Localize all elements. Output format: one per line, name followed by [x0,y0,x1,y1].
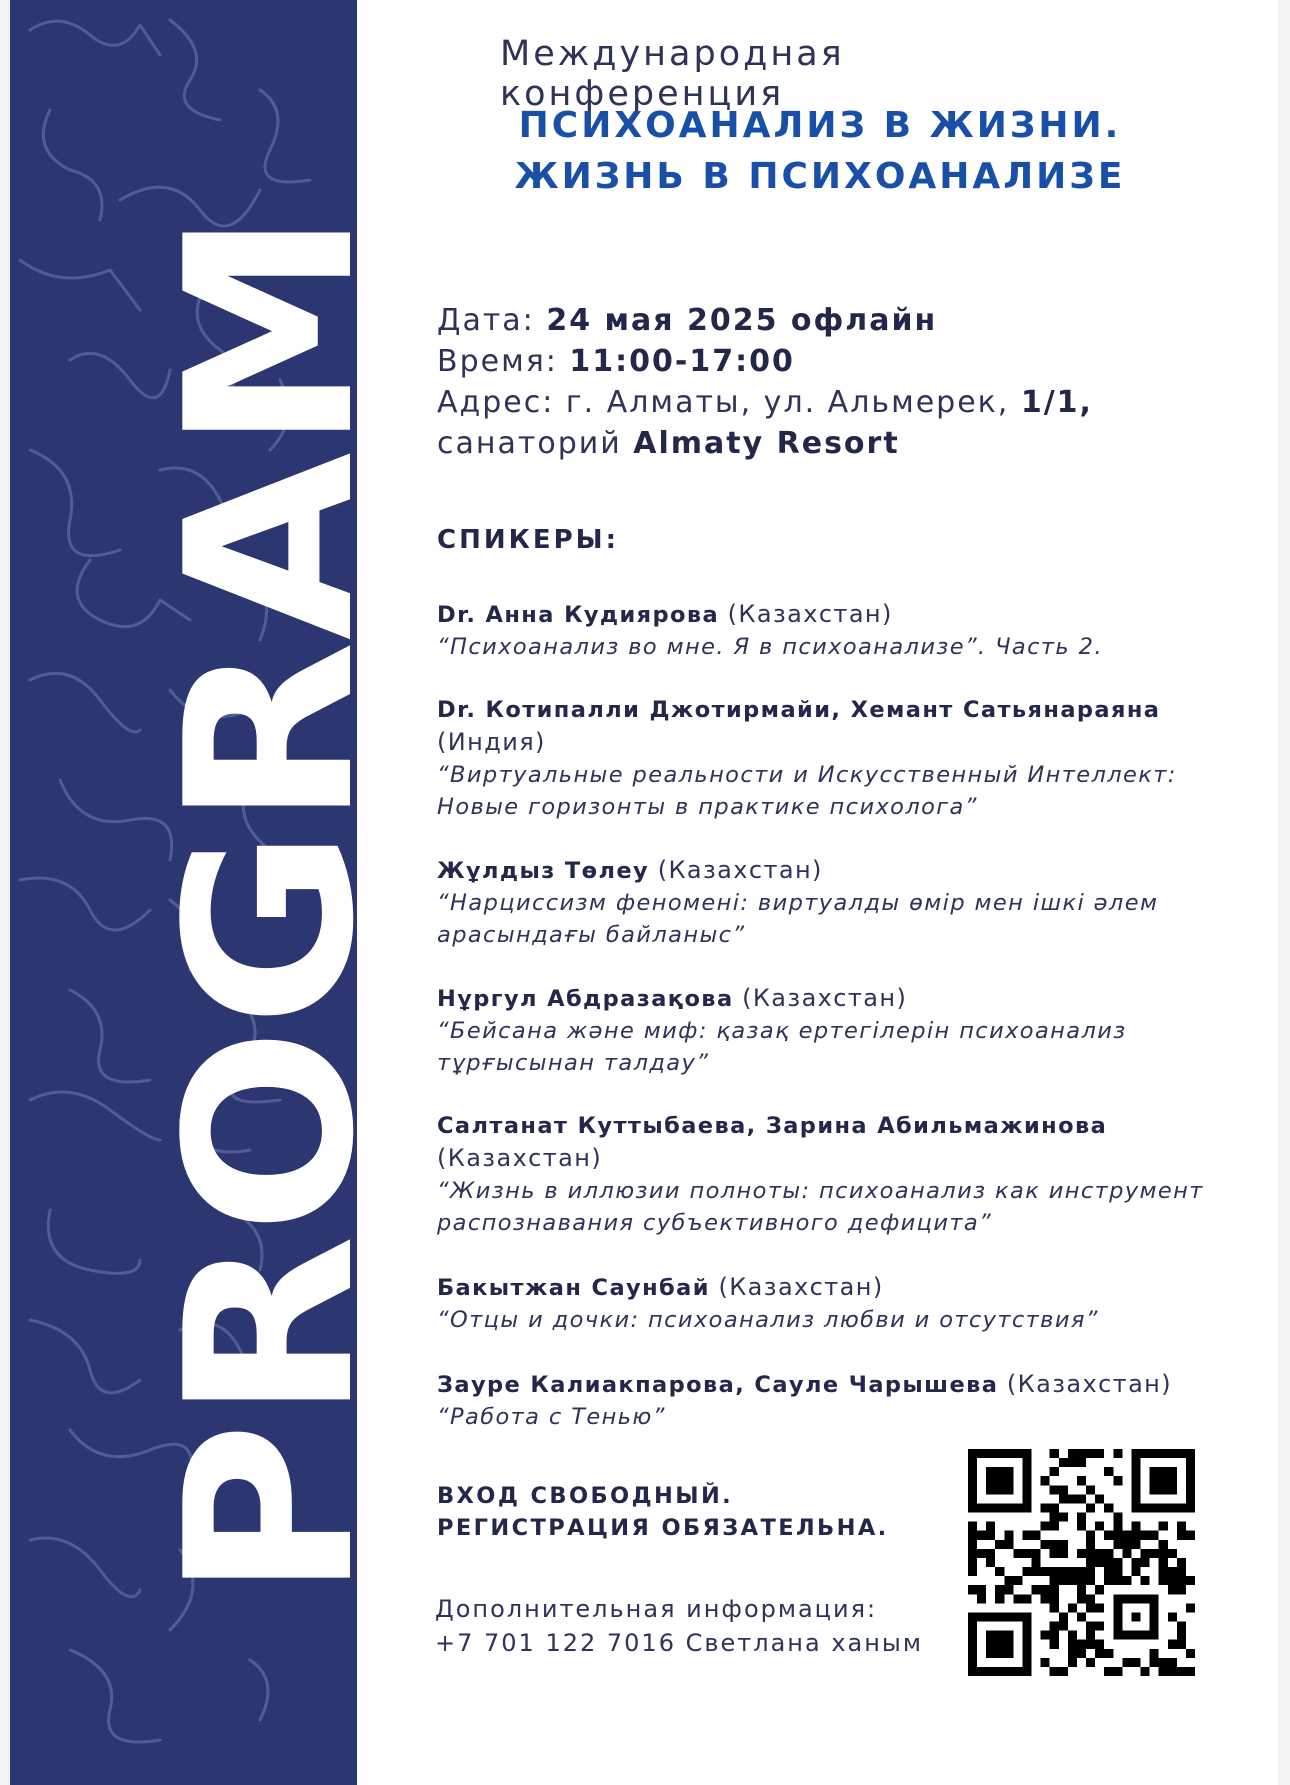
speakers-heading: СПИКЕРЫ: [437,525,620,555]
title-line-1: ПСИХОАНАЛИЗ В ЖИЗНИ. [518,105,1122,146]
event-info [437,300,1093,464]
program-vertical-word [10,0,405,1785]
contact-person: Светлана ханым [685,1629,923,1657]
speaker-country: (Казахстан) [1006,1370,1173,1398]
speaker-topic: “Работа с Тенью” [437,1404,666,1430]
contact-label: Дополнительная информация: [435,1595,878,1623]
conference-label: Международная конференция [500,34,845,114]
entry-notice [437,1480,889,1544]
title-line-2: ЖИЗНЬ В ПСИХОАНАЛИЗЕ [514,156,1126,197]
contact-row [435,1626,923,1660]
speaker-item [437,598,1247,663]
speaker-topic: “Жизнь в иллюзии полноты: психоанализ как инструмент распознавания субъективного дефицита” [437,1178,1204,1236]
qr-code-icon[interactable] [968,1449,1195,1676]
venue-name: Almaty Resort [633,426,900,461]
speaker-country: (Казахстан) [742,984,908,1012]
speaker-item [437,854,1247,951]
speaker-name: Салтанат Куттыбаева, Зарина Абильмажинова [437,1113,1108,1139]
speaker-item [437,694,1247,823]
program-word: PROGRAM [138,286,405,1600]
speaker-item [437,1368,1247,1433]
address-label: Адрес: г. Алматы, ул. Альмерек, [437,385,1021,420]
speaker-topic: “Виртуальные реальности и Искусственный Интеллект: Новые горизонты в практике психолога” [437,762,1177,820]
speaker-name: Бакытжан Саунбай [437,1275,710,1301]
speaker-item [437,982,1247,1079]
date-row [437,300,1093,341]
address-row-2 [437,423,1093,464]
time-row [437,341,1093,382]
speaker-name: Зауре Калиакпарова, Сауле Чарышева [437,1372,999,1398]
speaker-name: Dr. Котипалли Джотирмайи, Хемант Сатьянараяна [437,697,1161,723]
speaker-topic: “Отцы и дочки: психоанализ любви и отсутствия” [437,1307,1099,1333]
speaker-name: Жұлдыз Төлеу [437,858,650,884]
contact-phone: +7 701 122 7016 [435,1629,676,1657]
speaker-country: (Казахстан) [437,1144,603,1172]
speaker-country: (Казахстан) [718,1273,884,1301]
speaker-name: Нұргул Абдразақова [437,986,734,1012]
address-line2-label: санаторий [437,426,634,461]
speaker-item [437,1110,1247,1239]
speaker-topic: “Психоанализ во мне. Я в психоанализе”. Часть 2. [437,634,1103,660]
speaker-country: (Казахстан) [727,600,893,628]
time-label: Время: [437,344,570,379]
side-band [10,0,405,1785]
contact-info [435,1592,923,1660]
address-row [437,382,1093,423]
entry-line-2: РЕГИСТРАЦИЯ ОБЯЗАТЕЛЬНА. [437,1515,889,1541]
speaker-country: (Казахстан) [657,856,823,884]
date-value: 24 мая 2025 офлайн [546,303,938,338]
speaker-country: (Индия) [437,728,546,756]
time-value: 11:00-17:00 [569,344,795,379]
speaker-name: Dr. Анна Кудиярова [437,602,720,628]
speaker-topic: “Бейсана және миф: қазақ ертегілерін психоанализ тұрғысынан талдау” [437,1018,1127,1076]
entry-line-1: ВХОД СВОБОДНЫЙ. [437,1483,734,1509]
conference-title [480,100,1160,202]
speaker-item [437,1271,1247,1336]
speaker-topic: “Нарциссизм феномені: виртуалды өмір мен ішкі әлем арасындағы байланыс” [437,890,1159,948]
date-label: Дата: [437,303,547,338]
address-number: 1/1, [1020,385,1093,420]
